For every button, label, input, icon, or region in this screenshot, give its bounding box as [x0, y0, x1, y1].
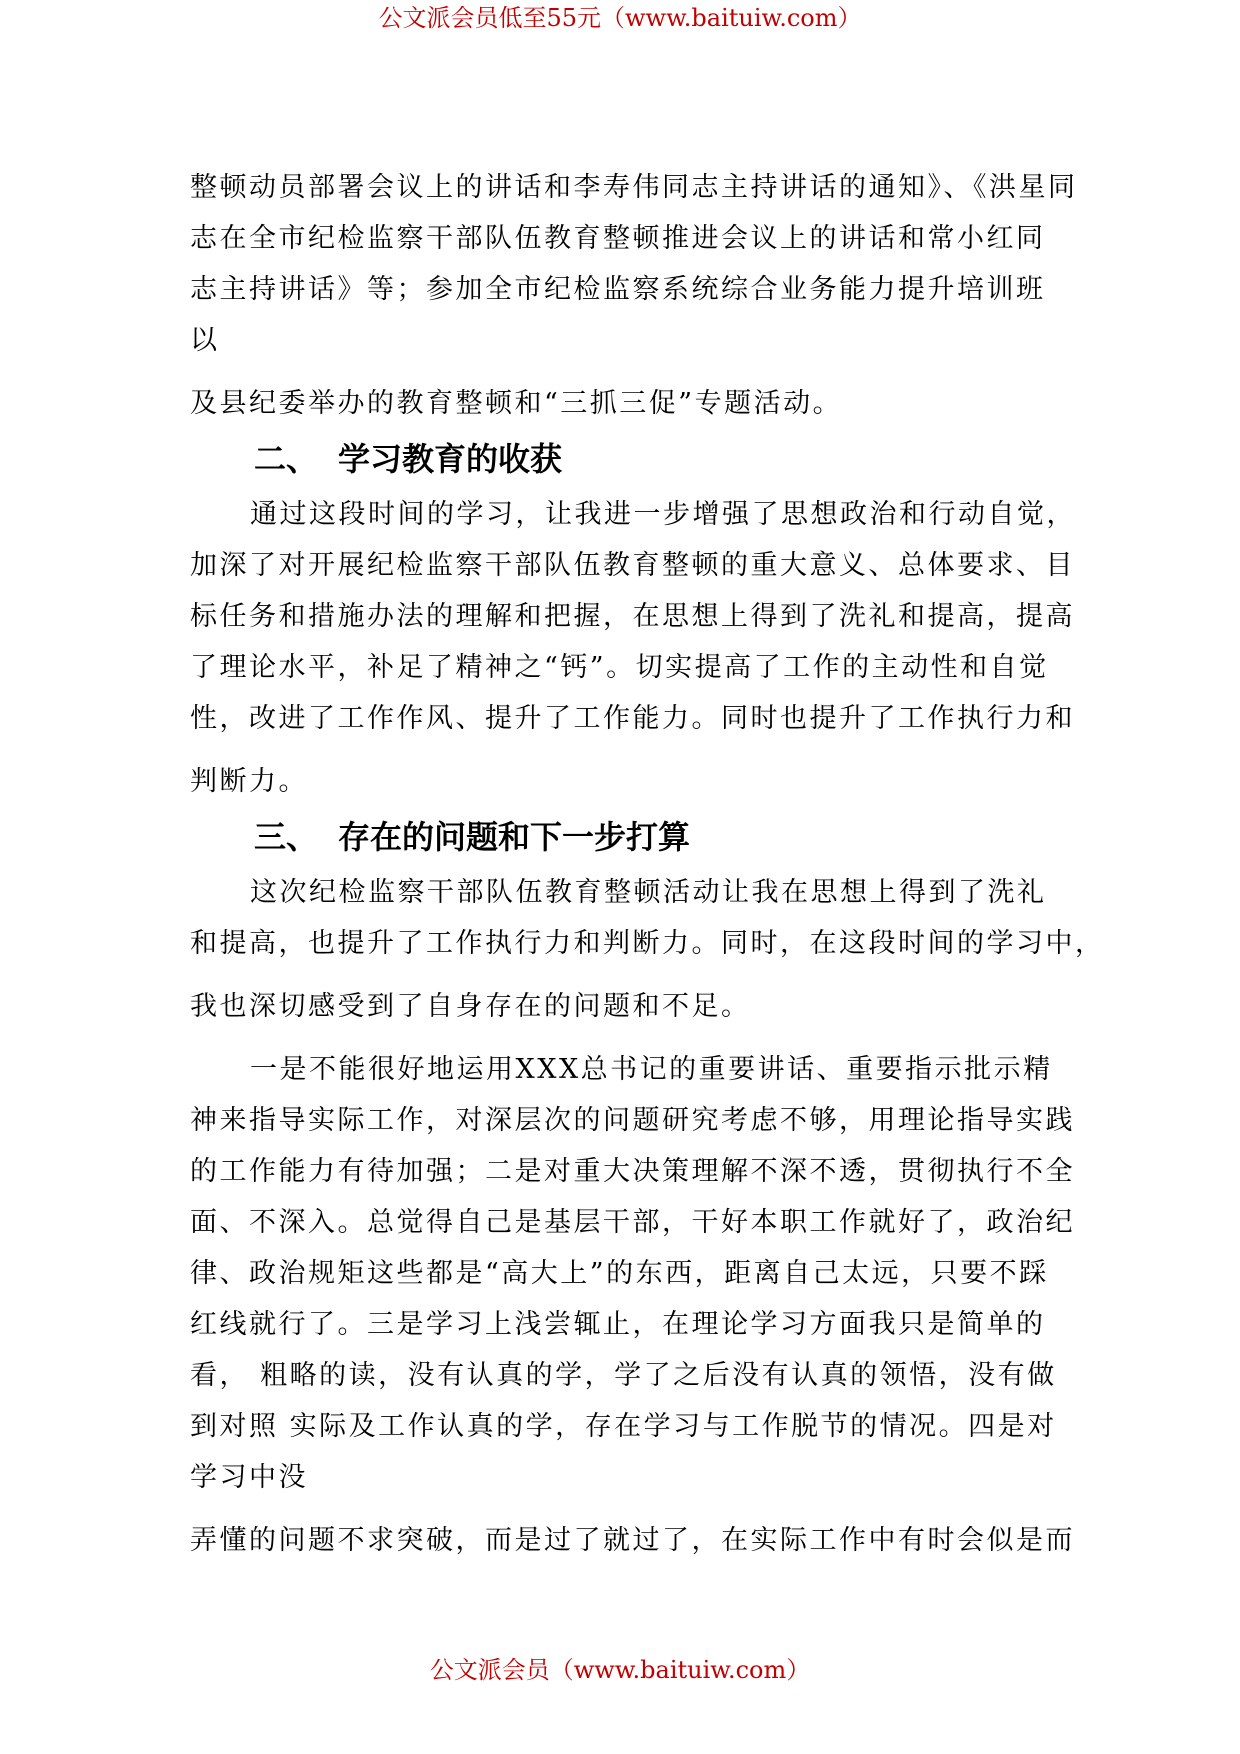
paragraph-line: 到对照 实际及工作认真的学，存在学习与工作脱节的情况。四是对 — [190, 1411, 1057, 1442]
section-heading-3 — [190, 807, 1060, 867]
section-title: 学习教育的收获 — [338, 440, 563, 478]
paragraph-line: 和提高，也提升了工作执行力和判断力。同时，在这段时间的学习中， — [190, 928, 1105, 959]
paragraph-line: 加深了对开展纪检监察干部队伍教育整顿的重大意义、总体要求、目 — [190, 550, 1075, 581]
paragraph-line: 了理论水平，补足了精神之“钙”。切实提高了工作的主动性和自觉 — [190, 652, 1049, 683]
section-title: 存在的问题和下一步打算 — [338, 818, 691, 856]
section-number: 三、 — [254, 818, 319, 856]
paragraph-line: 及县纪委举办的教育整顿和“三抓三促”专题活动。 — [190, 388, 843, 419]
paragraph-line: 这次纪检监察干部队伍教育整顿活动让我在思想上得到了洗礼 — [250, 877, 1047, 908]
paragraph-line: 以 — [190, 325, 220, 356]
document-body — [190, 162, 1105, 1566]
paragraph-line: 我也深切感受到了自身存在的问题和不足。 — [190, 991, 751, 1022]
paragraph-line: 判断力。 — [190, 766, 308, 797]
paragraph-line: 面、不深入。总觉得自己是基层干部，干好本职工作就好了，政治纪 — [190, 1207, 1075, 1238]
paragraph-line: 律、政治规矩这些都是“高大上”的东西，距离自己太远，只要不踩 — [190, 1258, 1049, 1289]
paragraph-line: 标任务和措施办法的理解和把握，在思想上得到了洗礼和提高，提高 — [190, 601, 1075, 632]
paragraph-line: 整顿动员部署会议上的讲话和李寿伟同志主持讲话的通知》、《洪星同 — [190, 172, 1078, 203]
paragraph-line: 通过这段时间的学习，让我进一步增强了思想政治和行动自觉， — [250, 499, 1076, 530]
paragraph-line: 志主持讲话》等；参加全市纪检监察系统综合业务能力提升培训班 — [190, 274, 1046, 305]
paragraph-line: 弄懂的问题不求突破，而是过了就过了，在实际工作中有时会似是而 — [190, 1525, 1075, 1556]
paragraph-line: 的工作能力有待加强；二是对重大决策理解不深不透，贯彻执行不全 — [190, 1156, 1075, 1187]
paragraph-line: 看， 粗略的读，没有认真的学，学了之后没有认真的领悟，没有做 — [190, 1360, 1057, 1391]
paragraph-line: 志在全市纪检监察干部队伍教育整顿推进会议上的讲话和常小红同 — [190, 223, 1046, 254]
section-heading-2 — [190, 429, 1060, 489]
paragraph-line: 红线就行了。三是学习上浅尝辄止，在理论学习方面我只是简单的 — [190, 1309, 1046, 1340]
paragraph-line: 一是不能很好地运用XXX总书记的重要讲话、重要指示批示精 — [250, 1054, 1053, 1085]
paragraph-line: 神来指导实际工作，对深层次的问题研究考虑不够，用理论指导实践 — [190, 1105, 1075, 1136]
paragraph-line: 学习中没 — [190, 1462, 308, 1493]
header-banner: 公文派会员低至55元（www.baituiw.com） — [378, 4, 862, 32]
paragraph-line: 性，改进了工作作风、提升了工作能力。同时也提升了工作执行力和 — [190, 703, 1075, 734]
footer-banner: 公文派会员（www.baituiw.com） — [429, 1656, 811, 1684]
section-number: 二、 — [254, 440, 319, 478]
